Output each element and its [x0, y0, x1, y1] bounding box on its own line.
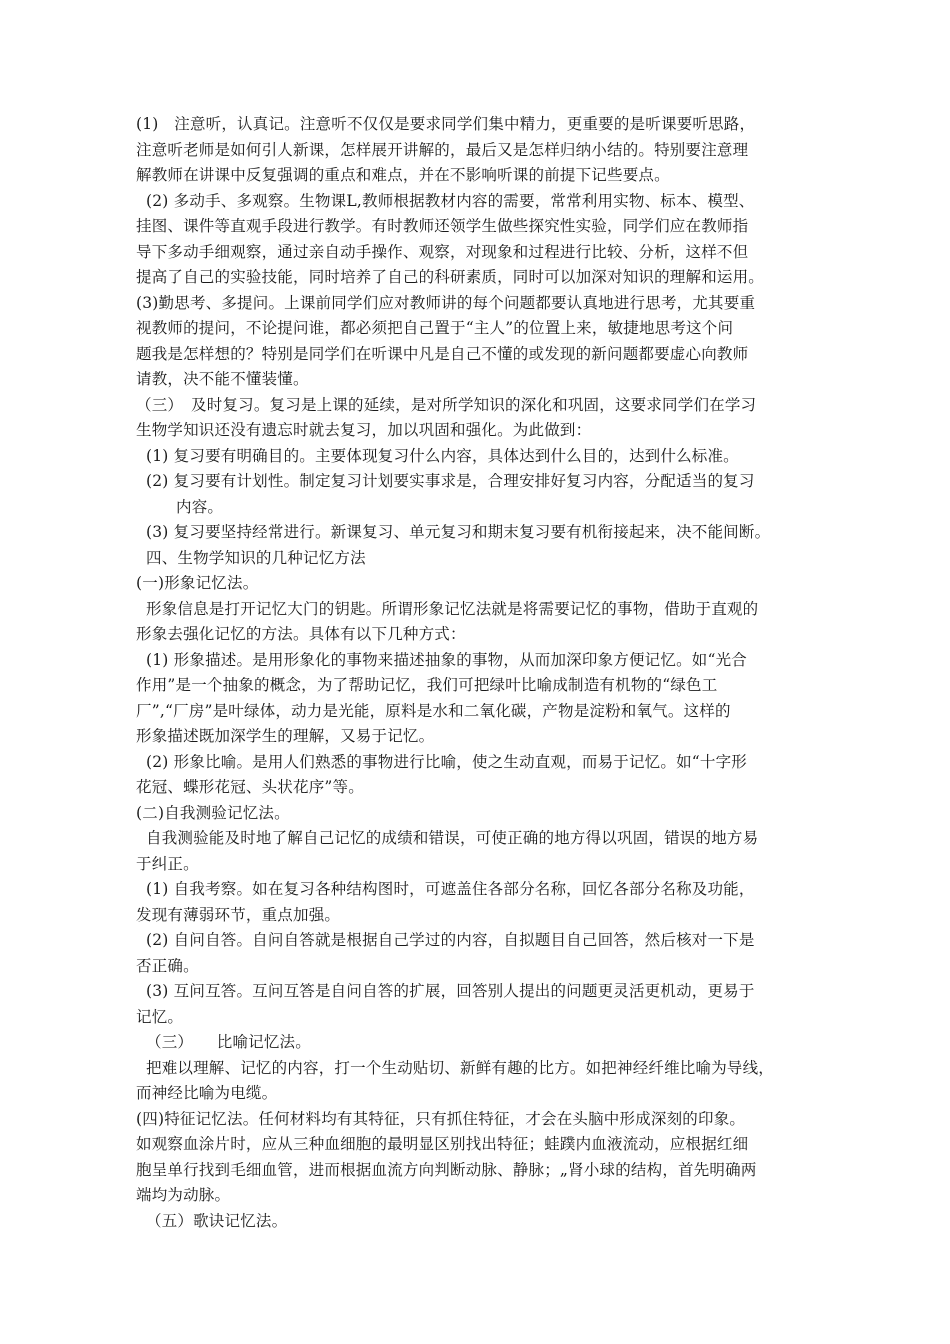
text-line: 记忆。 — [136, 1008, 184, 1026]
subsection-heading: （三） 比喻记忆法。 — [146, 1033, 311, 1051]
text-line: 发现有薄弱环节，重点加强。 — [136, 906, 341, 924]
text-line: (1) 自我考察。如在复习各种结构图时，可遮盖住各部分名称，回忆各部分名称及功能， — [146, 880, 755, 898]
text-line: 如观察血涂片时，应从三种血细胞的最明显区别找出特征；蛙蹼内血液流动，应根据红细 — [136, 1135, 749, 1153]
text-line: 作用”是一个抽象的概念，为了帮助记忆，我们可把绿叶比喻成制造有机物的“绿色工 — [136, 676, 718, 694]
text-line: (3) 互问互答。互问互答是自问自答的扩展，回答别人提出的问题更灵活更机动，更易于 — [146, 982, 755, 1000]
text-line: (1) 复习要有明确目的。主要体现复习什么内容，具体达到什么目的，达到什么标准。 — [146, 447, 739, 465]
text-line: (2) 形象比喻。是用人们熟悉的事物进行比喻，使之生动直观，而易于记忆。如“十字形 — [146, 753, 748, 771]
text-line: 自我测验能及时地了解自己记忆的成绩和错误，可使正确的地方得以巩固，错误的地方易 — [146, 829, 759, 847]
text-line: (1) 注意听，认真记。注意听不仅仅是要求同学们集中精力，更重要的是听课要听思路， — [136, 115, 756, 133]
text-line: 胞呈单行找到毛细血管，进而根据血流方向判断动脉、静脉；„肾小球的结构，首先明确两 — [136, 1161, 757, 1179]
text-line: 提高了自己的实验技能，同时培养了自己的科研素质，同时可以加深对知识的理解和运用。 — [136, 268, 765, 286]
text-line: （三） 及时复习。复习是上课的延续，是对所学知识的深化和巩固，这要求同学们在学习 — [136, 396, 757, 414]
text-line: (2) 自问自答。自问自答就是根据自己学过的内容，自拟题目自己回答，然后核对一下是 — [146, 931, 755, 949]
text-line: 于纠正。 — [136, 855, 199, 873]
text-line: (3)勤思考、多提问。上课前同学们应对教师讲的每个问题都要认真地进行思考，尤其要重 — [136, 294, 756, 312]
text-line: 形象描述既加深学生的理解，又易于记忆。 — [136, 727, 435, 745]
text-line: 厂”,“厂房”是叶绿体，动力是光能，原料是水和二氧化碳，产物是淀粉和氧气。这样的 — [136, 702, 731, 720]
text-line: 形象去强化记忆的方法。具体有以下几种方式： — [136, 625, 466, 643]
text-line: 内容。 — [176, 498, 224, 516]
text-line: (1) 形象描述。是用形象化的事物来描述抽象的事物，从而加深印象方便记忆。如“光合 — [146, 651, 748, 669]
text-line: 视教师的提问，不论提问谁，都必须把自己置于“主人”的位置上来，敏捷地思考这个问 — [136, 319, 734, 337]
text-line: (四)特征记忆法。任何材料均有其特征，只有抓住特征，才会在头脑中形成深刻的印象。 — [136, 1110, 746, 1128]
text-line: 而神经比喻为电缆。 — [136, 1084, 278, 1102]
text-line: 端均为动脉。 — [136, 1186, 231, 1204]
text-line: (2) 复习要有计划性。制定复习计划要实事求是，合理安排好复习内容，分配适当的复习 — [146, 472, 755, 490]
section-heading: 四、生物学知识的几种记忆方法 — [146, 549, 366, 567]
text-line: 花冠、蝶形花冠、头状花序”等。 — [136, 778, 364, 796]
text-line: 把难以理解、记忆的内容，打一个生动贴切、新鲜有趣的比方。如把神经纤维比喻为导线， — [146, 1059, 775, 1077]
text-line: 请教，决不能不懂装懂。 — [136, 370, 309, 388]
subsection-heading: (二)自我测验记忆法。 — [136, 804, 290, 822]
text-line: 生物学知识还没有遗忘时就去复习，加以巩固和强化。为此做到： — [136, 421, 592, 439]
text-line: 题我是怎样想的？特别是同学们在听课中凡是自己不懂的或发现的新问题都要虚心向教师 — [136, 345, 749, 363]
subsection-heading: （五）歌诀记忆法。 — [146, 1212, 288, 1230]
text-line: 挂图、课件等直观手段进行教学。有时教师还领学生做些探究性实验，同学们应在教师指 — [136, 217, 749, 235]
text-line: 否正确。 — [136, 957, 199, 975]
text-line: (2) 多动手、多观察。生物课L,教师根据教材内容的需要，常常利用实物、标本、模型、 — [146, 192, 755, 210]
text-line: (3) 复习要坚持经常进行。新课复习、单元复习和期末复习要有机衔接起来，决不能间断。 — [146, 523, 771, 541]
subsection-heading: (一)形象记忆法。 — [136, 574, 259, 592]
text-line: 注意听老师是如何引人新课，怎样展开讲解的，最后又是怎样归纳小结的。特别要注意理 — [136, 141, 749, 159]
text-line: 导下多动手细观察，通过亲自动手操作、观察，对现象和过程进行比较、分析，这样不但 — [136, 243, 749, 261]
text-line: 形象信息是打开记忆大门的钥匙。所谓形象记忆法就是将需要记忆的事物，借助于直观的 — [146, 600, 759, 618]
text-line: 解教师在讲课中反复强调的重点和难点，并在不影响听课的前提下记些要点。 — [136, 166, 670, 184]
